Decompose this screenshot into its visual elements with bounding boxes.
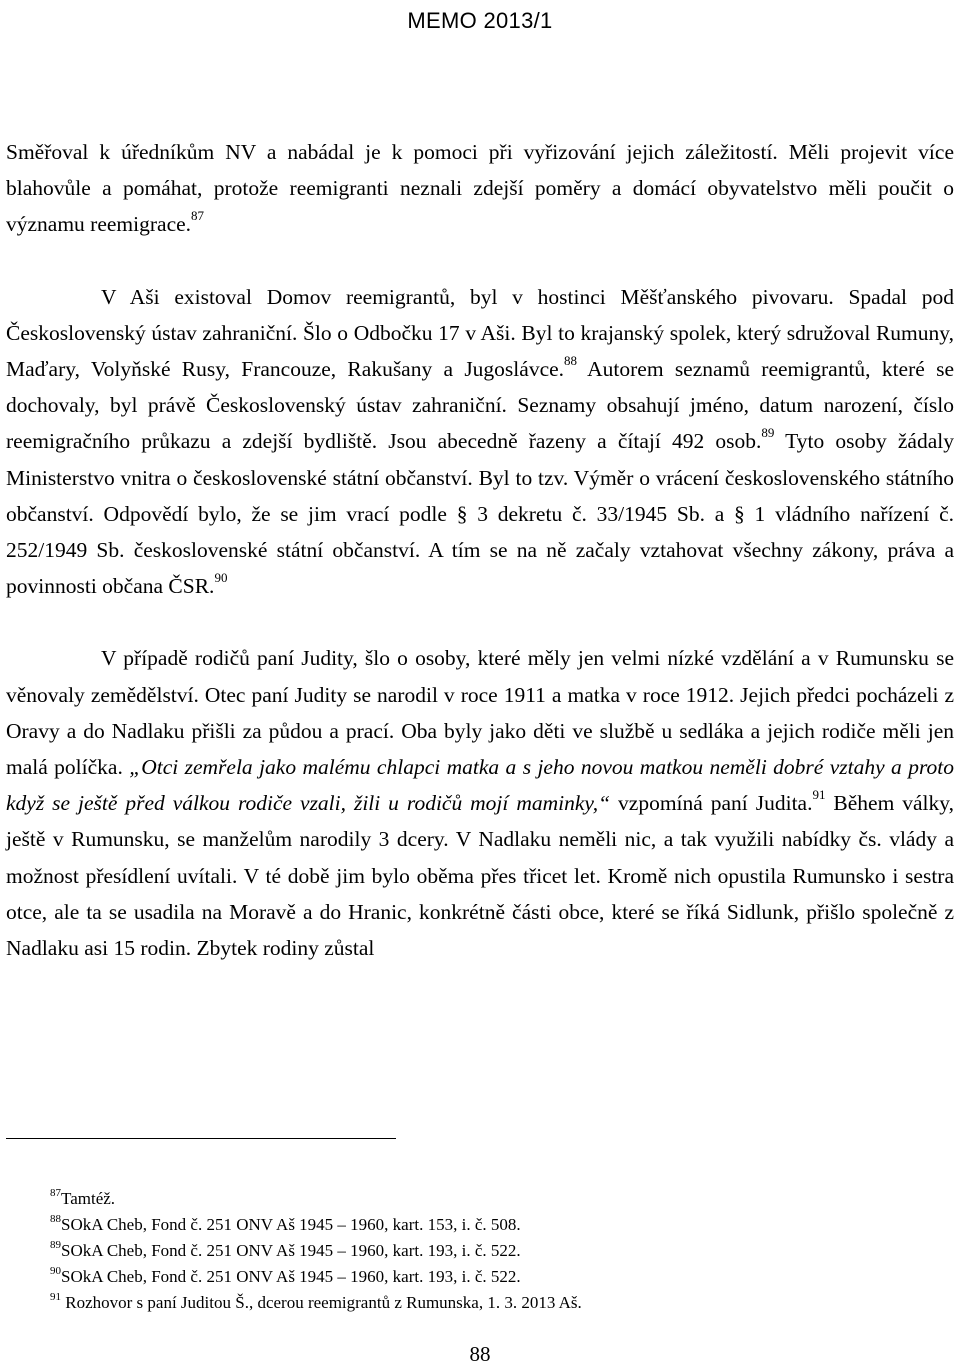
paragraph-text: Autorem seznamů reemigrantů, které se dochovaly, byl právě Československý ústav zahraniční. Seznamy obsahují jméno, datum narození, číslo reemigračního průkazu a zdejší bydliště. Jsou abecedně řazeny a čítají 492 osob.: [6, 357, 954, 454]
footnote-item: [50, 1264, 910, 1290]
paragraph-text: Tyto osoby žádaly Ministerstvo vnitra o československé státní občanství. Byl to tzv. Výměr o vrácení československého státního občanství. Odpovědí bylo, že se jim vrací podle § 3 dekretu č. 33/1945 Sb. a § 1 vládního nařízení č. 252/1949 Sb. československé státní občanství. A tím se na ně začaly vztahovat všechny zákony, práva a povinnosti občana ČSR.: [6, 429, 954, 599]
footnote-number: 91: [50, 1291, 61, 1303]
paragraph-2: [6, 279, 954, 605]
footnote-reference[interactable]: [564, 353, 577, 368]
footnote-reference-number: 87: [191, 208, 205, 224]
footnote-item: [50, 1238, 910, 1264]
footnote-number: 90: [50, 1265, 61, 1277]
paragraph-text: Během války, ještě v Rumunsku, se manželům narodily 3 dcery. V Nadlaku neměli nic, a tak využili nabídky čs. vlády a možnost přesídlení uvítali. V té době jim bylo oběma přes třicet let. Kromě nich opustila Rumunsko i sestra otce, ale ta se usadila na Moravě a do Hranic, konkrétně části obce, které se říká Sidlunk, přišlo společně z Nadlaku asi 15 rodin. Zbytek rodiny zůstal: [6, 791, 955, 961]
footnote-number: 89: [50, 1239, 61, 1251]
footnote-item: [50, 1186, 910, 1212]
footnote-text: Tamtéž.: [61, 1189, 116, 1208]
footnotes: [50, 1186, 910, 1316]
footnote-reference[interactable]: [191, 208, 204, 223]
running-header: MEMO 2013/1: [407, 8, 553, 33]
footnote-reference-number: 90: [214, 570, 228, 586]
paragraph-3: [6, 640, 954, 966]
footnote-text: Rozhovor s paní Juditou Š., dcerou reemigrantů z Rumunska, 1. 3. 2013 Aš.: [61, 1293, 582, 1312]
footnote-reference-number: 91: [812, 787, 826, 803]
interview-quote: „Otci zemřela jako malému chlapci matka a s jeho novou matkou neměli dobré vztahy a proto když se ještě před válkou rodiče vzali, žili u rodičů mojí maminky,“: [6, 755, 954, 816]
footnote-reference[interactable]: [214, 570, 227, 585]
footnote-reference[interactable]: [761, 425, 774, 440]
footnote-number: 88: [50, 1213, 61, 1225]
paragraph-text: Směřoval k úředníkům NV a nabádal je k pomoci při vyřizování jejich záležitostí. Měli projevit více blahovůle a pomáhat, protože reemigranti neznali zdejší poměry a domácí obyvatelstvo měli poučit o významu reemigrace.: [6, 140, 954, 237]
footnote-reference-number: 89: [761, 425, 775, 441]
footnote-number: 87: [50, 1187, 61, 1199]
page-number: 88: [469, 1342, 491, 1366]
footnote-item: [50, 1290, 910, 1316]
footnote-reference-number: 88: [564, 353, 578, 369]
footnote-text: SOkA Cheb, Fond č. 251 ONV Aš 1945 – 1960, kart. 153, i. č. 508.: [61, 1215, 521, 1234]
paragraph-text: vzpomíná paní Judita.: [610, 791, 813, 816]
body-text: [6, 134, 954, 966]
footnote-reference[interactable]: [812, 787, 825, 802]
footnote-separator: [6, 1138, 396, 1139]
footnote-text: SOkA Cheb, Fond č. 251 ONV Aš 1945 – 1960, kart. 193, i. č. 522.: [61, 1267, 521, 1286]
footnote-text: SOkA Cheb, Fond č. 251 ONV Aš 1945 – 1960, kart. 193, i. č. 522.: [61, 1241, 521, 1260]
paragraph-text: V případě rodičů paní Judity, šlo o osoby, které měly jen velmi nízké vzdělání a v Rumunsku se věnovaly zemědělství. Otec paní Judity se narodil v roce 1911 a matka v roce 1912. Jejich předci pocházeli z Oravy a do Nadlaku přišli za půdou a prací. Oba byly jako děti ve službě u sedláka a jejich rodiče měli jen malá políčka.: [6, 646, 954, 780]
footnote-item: [50, 1212, 910, 1238]
paragraph-text: V Aši existoval Domov reemigrantů, byl v hostinci Měšťanského pivovaru. Spadal pod Československý ústav zahraniční. Šlo o Odbočku 17 v Aši. Byl to krajanský spolek, který sdružoval Rumuny, Maďary, Volyňské Rusy, Francouze, Rakušany a Jugoslávce.: [6, 284, 954, 382]
paragraph-1: [6, 134, 954, 243]
